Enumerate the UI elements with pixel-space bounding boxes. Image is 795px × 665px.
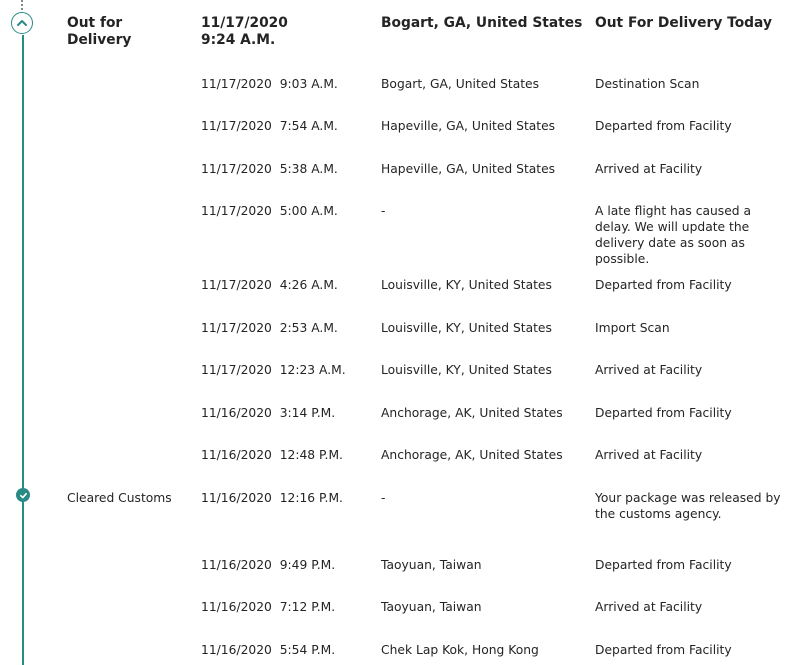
row-activity: Departed from Facility — [595, 406, 732, 420]
row-location: - — [381, 204, 386, 218]
row-location: Hapeville, GA, United States — [381, 119, 556, 133]
milestone-label-cleared-customs: Cleared Customs — [67, 491, 172, 505]
row-activity: A late flight has caused a delay. We will update the delivery date as soon as possible. — [595, 204, 752, 266]
row-datetime: 11/17/2020 5:00 A.M. — [201, 204, 338, 218]
row-location: Anchorage, AK, United States — [381, 448, 563, 462]
row-datetime: 11/16/2020 12:48 P.M. — [201, 448, 343, 462]
row-datetime: 11/17/2020 5:38 A.M. — [201, 162, 338, 176]
timeline-line — [22, 35, 24, 665]
row-activity: Departed from Facility — [595, 278, 732, 292]
milestone-label-out-for-delivery: Out for Delivery — [67, 15, 132, 48]
row-location: - — [381, 491, 386, 505]
header-activity: Out For Delivery Today — [595, 15, 772, 31]
row-location: Louisville, KY, United States — [381, 321, 552, 335]
row-location: Taoyuan, Taiwan — [381, 558, 482, 572]
header-time: 9:24 A.M. — [201, 32, 276, 48]
row-activity: Destination Scan — [595, 77, 700, 91]
row-activity: Import Scan — [595, 321, 670, 335]
row-location: Bogart, GA, United States — [381, 77, 540, 91]
header-date: 11/17/2020 — [201, 15, 288, 31]
row-activity: Departed from Facility — [595, 643, 732, 657]
check-circle-icon — [16, 488, 30, 502]
chevron-up-icon[interactable] — [11, 12, 33, 34]
row-datetime: 11/17/2020 12:23 A.M. — [201, 363, 346, 377]
timeline-dots — [21, 0, 23, 10]
row-datetime: 11/16/2020 12:16 P.M. — [201, 491, 343, 505]
row-datetime: 11/16/2020 9:49 P.M. — [201, 558, 336, 572]
row-datetime: 11/17/2020 4:26 A.M. — [201, 278, 338, 292]
row-activity: Your package was released by the customs agency. — [595, 491, 781, 521]
row-datetime: 11/17/2020 7:54 A.M. — [201, 119, 338, 133]
row-datetime: 11/17/2020 9:03 A.M. — [201, 77, 338, 91]
row-location: Taoyuan, Taiwan — [381, 600, 482, 614]
row-location: Anchorage, AK, United States — [381, 406, 563, 420]
row-activity: Arrived at Facility — [595, 448, 703, 462]
row-activity: Arrived at Facility — [595, 600, 703, 614]
row-activity: Arrived at Facility — [595, 363, 703, 377]
row-location: Hapeville, GA, United States — [381, 162, 556, 176]
row-activity: Departed from Facility — [595, 119, 732, 133]
row-datetime: 11/16/2020 5:54 P.M. — [201, 643, 336, 657]
row-location: Chek Lap Kok, Hong Kong — [381, 643, 539, 657]
row-datetime: 11/17/2020 2:53 A.M. — [201, 321, 338, 335]
row-datetime: 11/16/2020 3:14 P.M. — [201, 406, 336, 420]
row-location: Louisville, KY, United States — [381, 278, 552, 292]
header-location: Bogart, GA, United States — [381, 15, 583, 31]
row-activity: Arrived at Facility — [595, 162, 703, 176]
row-activity: Departed from Facility — [595, 558, 732, 572]
row-datetime: 11/16/2020 7:12 P.M. — [201, 600, 336, 614]
row-location: Louisville, KY, United States — [381, 363, 552, 377]
